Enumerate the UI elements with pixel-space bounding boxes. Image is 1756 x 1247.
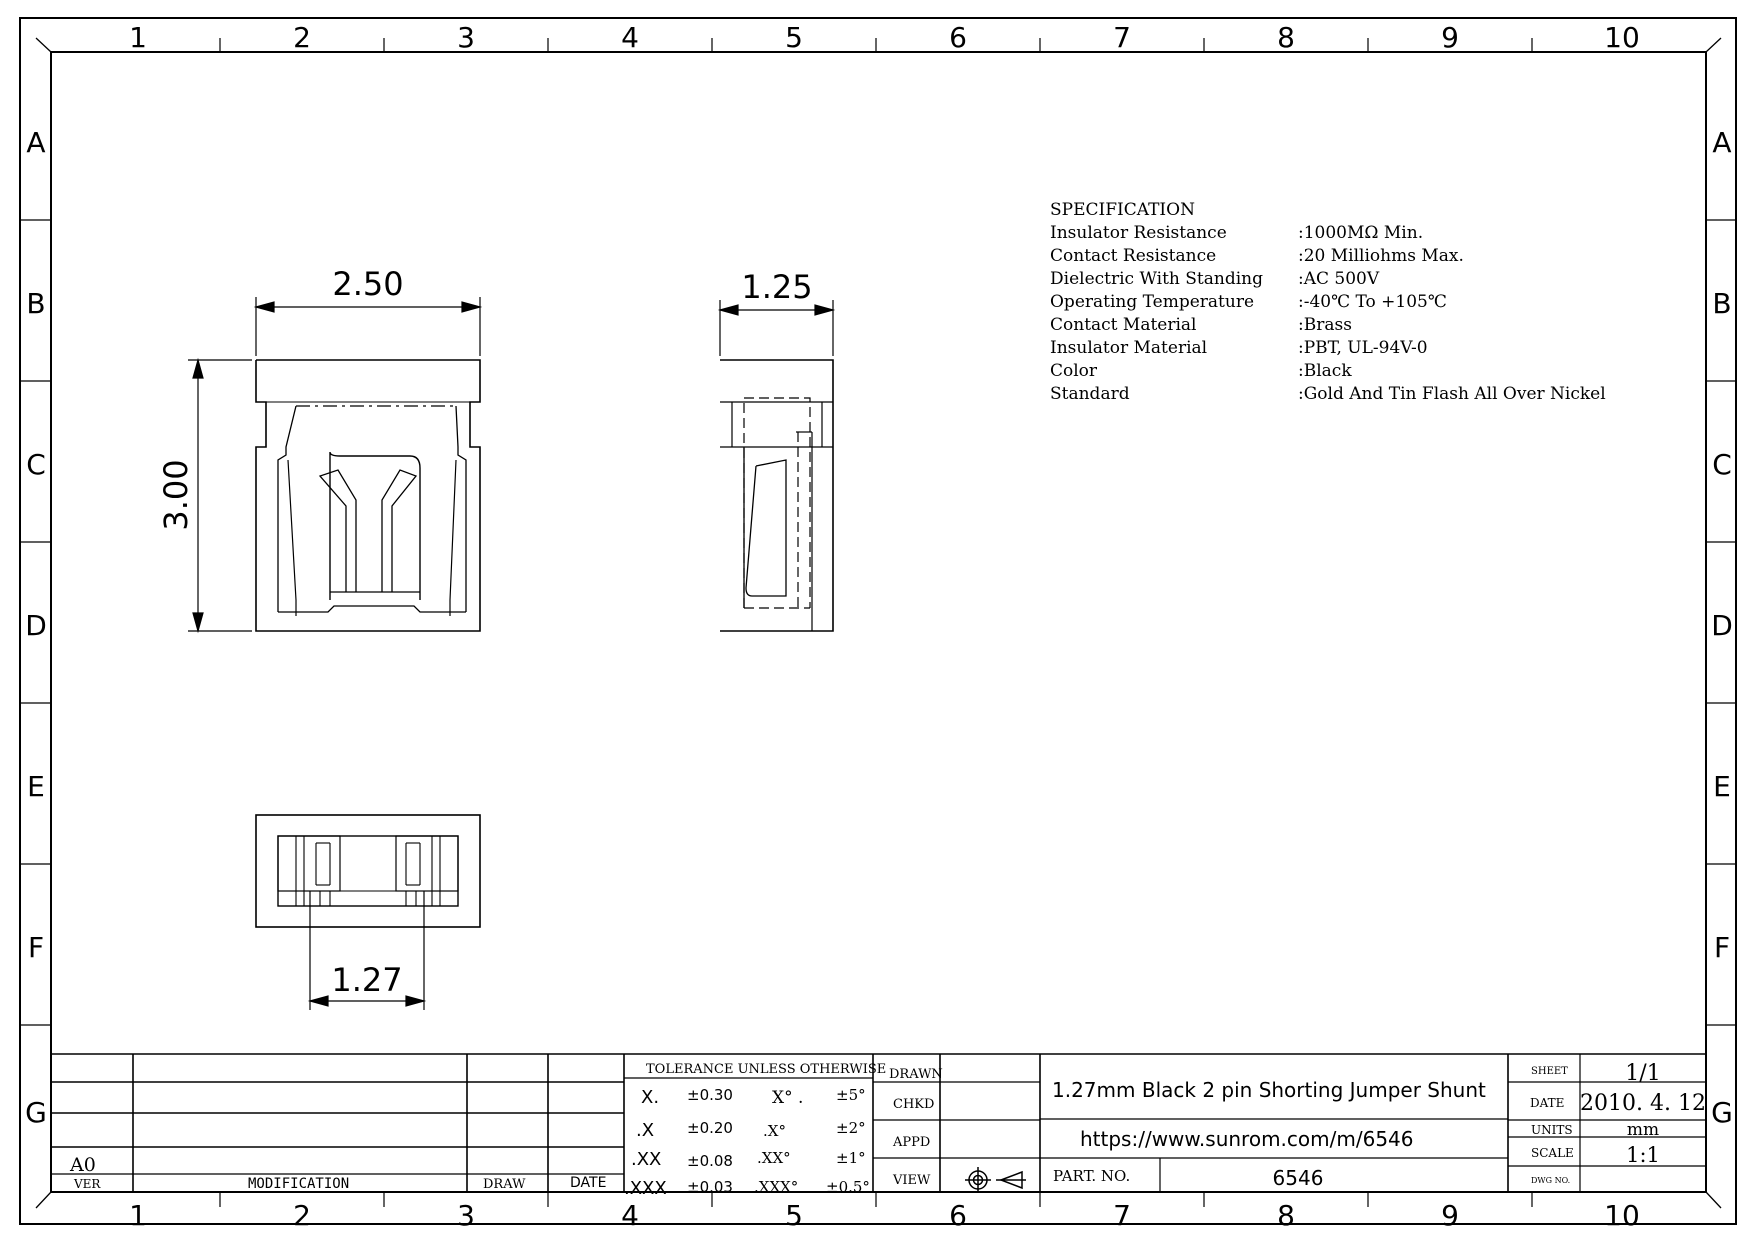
col-label-bottom: 3 (457, 1199, 475, 1232)
spec-value: :20 Milliohms Max. (1298, 246, 1464, 266)
spec-label: Insulator Material (1050, 338, 1208, 358)
side-view (720, 360, 833, 631)
date-value: 2010. 4. 12 (1580, 1091, 1706, 1116)
spec-value: :Black (1298, 361, 1352, 381)
col-label-bottom: 10 (1604, 1199, 1640, 1232)
units-label: UNITS (1531, 1123, 1573, 1137)
col-label-top: 2 (293, 21, 311, 54)
tol-angle: X° . (772, 1088, 804, 1108)
tol-angle-value: ±1° (836, 1149, 866, 1167)
spec-heading: SPECIFICATION (1050, 200, 1195, 220)
revision-block (69, 1154, 606, 1192)
row-label-left: E (27, 770, 45, 803)
chkd-label: CHKD (893, 1097, 935, 1112)
spec-label: Color (1050, 361, 1098, 381)
front-view (256, 360, 480, 631)
row-label-right: A (1712, 126, 1732, 159)
modification-label: MODIFICATION (248, 1176, 350, 1192)
projection-symbol-icon (965, 1167, 1026, 1193)
spec-value: :Gold And Tin Flash All Over Nickel (1298, 384, 1606, 404)
side-width-label: 1.25 (741, 268, 813, 306)
col-label-top: 3 (457, 21, 475, 54)
col-label-top: 1 (129, 21, 147, 54)
row-label-left: G (25, 1096, 47, 1129)
row-label-right: B (1712, 287, 1732, 320)
specification-block (1050, 200, 1606, 404)
bottom-pitch-label: 1.27 (331, 961, 403, 999)
spec-value: :Brass (1298, 315, 1352, 335)
part-no-label: PART. NO. (1053, 1167, 1131, 1185)
front-width-dimension (256, 297, 480, 356)
col-label-bottom: 9 (1441, 1199, 1459, 1232)
col-label-top: 7 (1113, 21, 1131, 54)
spec-label: Standard (1050, 384, 1130, 404)
tolerance-block (624, 1062, 886, 1199)
tol-angle: .XXX° (754, 1178, 799, 1196)
row-label-left: F (27, 931, 45, 964)
col-label-bottom: 7 (1113, 1199, 1131, 1232)
drawn-label: DRAWN (889, 1067, 943, 1082)
row-label-right: D (1711, 609, 1733, 642)
draw-label: DRAW (483, 1177, 526, 1192)
row-label-right: G (1711, 1096, 1733, 1129)
col-label-top: 4 (621, 21, 639, 54)
col-label-top: 5 (785, 21, 803, 54)
col-label-top: 8 (1277, 21, 1295, 54)
date-label: DATE (570, 1175, 607, 1191)
tol-angle-value: ±5° (836, 1086, 866, 1104)
spec-value: :1000MΩ Min. (1298, 223, 1424, 243)
col-label-bottom: 1 (129, 1199, 147, 1232)
front-height-label: 3.00 (157, 459, 195, 531)
tol-angle-value: ±0.5° (826, 1178, 870, 1196)
scale-label: SCALE (1531, 1146, 1574, 1160)
zone-ticks (20, 38, 1736, 1207)
drawing-url: https://www.sunrom.com/m/6546 (1080, 1127, 1414, 1151)
ver-label: VER (74, 1177, 101, 1191)
scale-value: 1:1 (1626, 1143, 1660, 1167)
tol-angle: .X° (763, 1122, 786, 1140)
row-label-left: B (26, 287, 46, 320)
spec-label: Operating Temperature (1050, 292, 1255, 312)
units-value: mm (1626, 1120, 1660, 1140)
row-label-left: D (25, 609, 47, 642)
spec-label: Dielectric With Standing (1050, 269, 1263, 289)
part-no-value: 6546 (1272, 1166, 1324, 1190)
sheet-value: 1/1 (1625, 1061, 1661, 1086)
zone-labels (25, 21, 1733, 1232)
spec-label: Contact Resistance (1050, 246, 1217, 266)
side-width-dimension (720, 300, 833, 356)
tol-linear: .XXX (624, 1178, 667, 1199)
row-label-left: A (26, 126, 46, 159)
tol-linear-value: ±0.03 (687, 1178, 733, 1196)
spec-value: :AC 500V (1298, 269, 1380, 289)
tol-angle-value: ±2° (836, 1119, 866, 1137)
corner-marks (36, 38, 1721, 1208)
date-title-label: DATE (1530, 1096, 1565, 1110)
row-label-right: E (1713, 770, 1731, 803)
dwg-no-label: DWG NO. (1531, 1176, 1571, 1185)
row-label-right: C (1712, 448, 1732, 481)
front-width-label: 2.50 (332, 265, 404, 303)
tol-linear-value: ±0.30 (687, 1086, 733, 1104)
ver-value: A0 (70, 1154, 96, 1176)
tol-linear: .X (636, 1120, 655, 1141)
row-label-left: C (26, 448, 46, 481)
bottom-view (256, 815, 480, 927)
tol-linear: X. (641, 1087, 660, 1108)
col-label-bottom: 8 (1277, 1199, 1295, 1232)
tolerance-heading: TOLERANCE UNLESS OTHERWISE (646, 1062, 887, 1077)
col-label-top: 10 (1604, 21, 1640, 54)
col-label-bottom: 5 (785, 1199, 803, 1232)
spec-value: :PBT, UL-94V-0 (1298, 338, 1428, 358)
col-label-bottom: 2 (293, 1199, 311, 1232)
row-label-right: F (1713, 931, 1731, 964)
tol-linear: .XX (631, 1149, 662, 1170)
sheet-label: SHEET (1531, 1066, 1568, 1077)
drawing-title: 1.27mm Black 2 pin Shorting Jumper Shunt (1052, 1078, 1486, 1102)
appd-label: APPD (893, 1135, 931, 1150)
tol-linear-value: ±0.08 (687, 1152, 733, 1170)
col-label-top: 6 (949, 21, 967, 54)
front-height-dimension (188, 360, 252, 631)
col-label-bottom: 4 (621, 1199, 639, 1232)
outer-border (20, 18, 1736, 1224)
spec-label: Contact Material (1050, 315, 1197, 335)
inner-border (51, 52, 1706, 1192)
spec-value: :-40℃ To +105℃ (1298, 292, 1447, 312)
spec-label: Insulator Resistance (1050, 223, 1227, 243)
tol-linear-value: ±0.20 (687, 1119, 733, 1137)
col-label-top: 9 (1441, 21, 1459, 54)
view-label: VIEW (893, 1173, 931, 1188)
signoff-block (889, 1067, 943, 1188)
col-label-bottom: 6 (949, 1199, 967, 1232)
tol-angle: .XX° (757, 1149, 791, 1167)
